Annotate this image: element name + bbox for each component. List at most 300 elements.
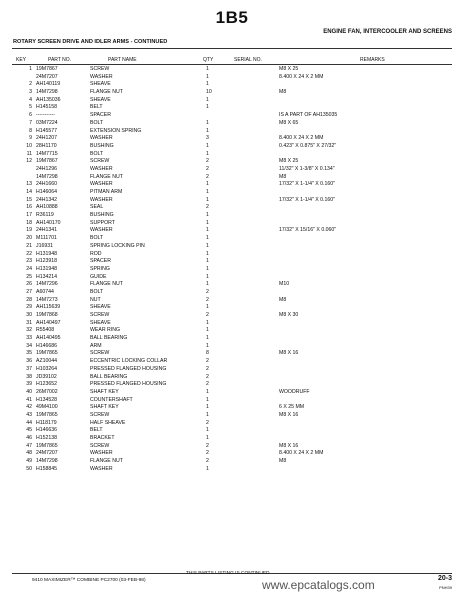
table-row: [0, 198, 464, 206]
remarks-cell: 0.423" X 0.875" X 27/32": [279, 142, 337, 149]
part-no-cell: 19M7865: [36, 442, 58, 449]
table-row: [0, 190, 464, 198]
key-cell: 5: [29, 104, 32, 111]
part-name-cell: WASHER: [90, 196, 113, 203]
part-name-cell: SUPPORT: [90, 219, 115, 226]
table-row: [0, 451, 464, 459]
key-cell: 45: [26, 427, 32, 434]
key-cell: 8: [29, 127, 32, 134]
part-name-cell: SHEAVE: [90, 304, 111, 311]
page-number: 20-3: [437, 575, 452, 582]
table-row: [0, 90, 464, 98]
part-name-cell: EXTENSION SPRING: [90, 127, 142, 134]
table-row: [0, 351, 464, 359]
part-no-cell: H158845: [36, 465, 58, 472]
remarks-cell: 17/32" X 1-1/4" X 0.160": [279, 181, 335, 188]
part-name-cell: BUSHING: [90, 212, 114, 219]
qty-cell: 2: [206, 204, 209, 211]
qty-cell: 1: [206, 411, 209, 418]
page-title: 1B5: [215, 8, 249, 27]
part-no-cell: H146686: [36, 342, 58, 349]
table-row: [0, 467, 464, 475]
table-row: [0, 82, 464, 90]
part-no-cell: 24H1660: [36, 181, 58, 188]
part-no-cell: H118179: [36, 419, 57, 426]
remarks-cell: 11/32" X 1-3/8" X 0.134": [279, 165, 335, 172]
key-cell: 10: [26, 142, 32, 149]
part-no-cell: 14M7298: [36, 173, 58, 180]
key-cell: 23: [26, 258, 32, 265]
part-no-cell: H134214: [36, 273, 58, 280]
qty-cell: 1: [206, 396, 209, 403]
part-no-cell: H152138: [36, 435, 58, 441]
part-no-cell: R55408: [36, 327, 55, 334]
part-no-cell: AZ10044: [36, 358, 58, 365]
table-row: [0, 382, 464, 390]
table-row: [0, 328, 464, 336]
qty-cell: 1: [206, 265, 209, 272]
key-cell: 48: [26, 450, 32, 457]
remarks-cell: 17/32" X 15/16" X 0.060": [279, 227, 337, 234]
part-name-cell: WASHER: [90, 181, 113, 188]
table-row: [0, 244, 464, 252]
table-row: [0, 182, 464, 190]
table-row: [0, 105, 464, 113]
part-name-cell: SPRING: [90, 265, 110, 272]
key-cell: 35: [26, 350, 32, 357]
part-name-cell: BOLT: [90, 288, 104, 295]
key-cell: 15: [26, 196, 32, 203]
part-name-cell: WEAR RING: [90, 327, 120, 334]
part-no-cell: JD39102: [36, 373, 57, 380]
part-no-cell: 19M7867: [36, 158, 58, 165]
part-no-cell: R36119: [36, 212, 54, 219]
qty-cell: 1: [206, 273, 209, 280]
key-cell: 16: [26, 204, 32, 211]
key-cell: 49: [26, 458, 32, 465]
qty-cell: 1: [206, 335, 209, 342]
key-cell: 2: [29, 81, 32, 88]
key-cell: 1: [29, 66, 32, 72]
part-no-cell: H131948: [36, 265, 58, 272]
key-cell: 14: [26, 189, 32, 195]
qty-cell: 2: [206, 442, 209, 449]
key-cell: 13: [26, 181, 32, 188]
table-row: [0, 298, 464, 306]
part-no-cell: M111701: [36, 235, 57, 242]
key-cell: 27: [26, 288, 32, 295]
section-title: ENGINE FAN, INTERCOOLER AND SCREENS: [323, 29, 452, 35]
key-cell: 29: [26, 304, 32, 311]
remarks-cell: M10: [279, 281, 290, 288]
part-name-cell: BALL BEARING: [90, 335, 128, 342]
table-row: [0, 152, 464, 160]
table-row: [0, 421, 464, 429]
part-name-cell: WASHER: [90, 135, 113, 142]
table-row: [0, 290, 464, 298]
part-name-cell: BOLT: [90, 119, 104, 126]
remarks-cell: 17/32" X 1-1/4" X 0.160": [279, 196, 335, 203]
qty-cell: 2: [206, 173, 209, 180]
remarks-cell: 8.400 X 24 X 2 MM: [279, 450, 324, 457]
qty-cell: 1: [206, 319, 209, 326]
table-row: [0, 213, 464, 221]
table-row: [0, 98, 464, 106]
part-no-cell: AH115639: [36, 304, 61, 311]
part-name-cell: SHAFT KEY: [90, 404, 119, 411]
part-no-cell: 28H1170: [36, 142, 57, 149]
footer-model-info: 9410 MAXIMIZER™ COMBINE PC2700 (03-FEB-98): [32, 578, 146, 583]
table-row: [0, 67, 464, 75]
part-name-cell: HALF SHEAVE: [90, 419, 126, 426]
part-name-cell: SPACER: [90, 258, 111, 265]
key-cell: 20: [26, 235, 32, 242]
qty-cell: 1: [206, 142, 209, 149]
key-cell: 47: [26, 442, 32, 449]
table-row: [0, 428, 464, 436]
part-name-cell: WASHER: [90, 227, 113, 234]
key-cell: 9: [29, 135, 32, 142]
qty-cell: 1: [206, 96, 209, 103]
part-name-cell: ARM: [90, 342, 102, 349]
remarks-cell: IS A PART OF AH135035: [279, 112, 338, 119]
part-name-cell: SCREW: [90, 411, 110, 418]
table-row: [0, 336, 464, 344]
part-name-cell: SCREW: [90, 442, 110, 449]
header-divider: [12, 48, 452, 49]
table-row: [0, 375, 464, 383]
qty-cell: 2: [206, 358, 209, 365]
part-no-cell: H145158: [36, 104, 58, 111]
key-cell: 38: [26, 373, 32, 380]
table-row: [0, 205, 464, 213]
table-row: [0, 175, 464, 183]
key-cell: 43: [26, 411, 32, 418]
part-no-cell: 19M7868: [36, 312, 58, 318]
qty-cell: 1: [206, 196, 209, 203]
key-cell: 32: [26, 327, 32, 334]
part-name-cell: BOLT: [90, 150, 104, 157]
column-header-remarks: REMARKS: [360, 57, 385, 63]
part-name-cell: BUSHING: [90, 142, 114, 149]
key-cell: 34: [26, 342, 32, 349]
qty-cell: 1: [206, 327, 209, 334]
part-no-cell: 24M7207: [36, 450, 58, 457]
part-no-cell: 26M7002: [36, 388, 58, 395]
key-cell: 36: [26, 358, 32, 365]
key-cell: 42: [26, 404, 32, 411]
qty-cell: 1: [206, 250, 209, 257]
part-no-cell: 24H1207: [36, 135, 58, 142]
part-name-cell: COUNTERSHAFT: [90, 396, 133, 403]
part-no-cell: 03M7224: [36, 119, 58, 126]
subheading: ROTARY SCREEN DRIVE AND IDLER ARMS - CONTINUED: [13, 39, 168, 45]
qty-cell: 1: [206, 435, 209, 441]
qty-cell: 1: [206, 181, 209, 188]
table-row: [0, 167, 464, 175]
part-name-cell: SPACER: [90, 112, 111, 119]
remarks-cell: M8 X 25: [279, 66, 299, 72]
remarks-cell: M8: [279, 173, 287, 180]
part-name-cell: ECCENTRIC LOCKING COLLAR: [90, 358, 168, 365]
remarks-cell: WOODRUFF: [279, 388, 310, 395]
part-no-cell: AH10888: [36, 204, 58, 211]
part-no-cell: 14M7298: [36, 89, 58, 96]
key-cell: 6: [29, 112, 32, 119]
qty-cell: 1: [206, 81, 209, 88]
key-cell: 46: [26, 435, 32, 441]
part-no-cell: A60744: [36, 288, 54, 295]
part-no-cell: H145577: [36, 127, 58, 134]
qty-cell: 1: [206, 388, 209, 395]
qty-cell: 2: [206, 158, 209, 165]
part-name-cell: SPRING LOCKING PIN: [90, 242, 145, 249]
remarks-cell: M8 X 16: [279, 411, 299, 418]
table-row: [0, 75, 464, 83]
part-no-cell: H123918: [36, 258, 58, 265]
table-row: [0, 259, 464, 267]
table-row: [0, 436, 464, 444]
part-no-cell: AH140119: [36, 81, 61, 88]
part-name-cell: FLANGE NUT: [90, 281, 123, 288]
key-cell: 21: [26, 242, 32, 249]
key-cell: 44: [26, 419, 32, 426]
qty-cell: 1: [206, 212, 209, 219]
table-row: [0, 390, 464, 398]
part-no-cell: J16931: [36, 242, 54, 249]
key-cell: 37: [26, 365, 32, 372]
key-cell: 30: [26, 312, 32, 318]
qty-cell: 1: [206, 404, 209, 411]
table-row: [0, 267, 464, 275]
part-no-cell: H123652: [36, 381, 58, 388]
qty-cell: 1: [206, 66, 209, 72]
key-cell: 11: [26, 150, 32, 157]
part-name-cell: WASHER: [90, 450, 113, 457]
table-row: [0, 367, 464, 375]
remarks-cell: M8: [279, 89, 287, 96]
part-name-cell: BALL BEARING: [90, 373, 128, 380]
column-header-serial-no: SERIAL NO.: [234, 57, 262, 63]
qty-cell: 2: [206, 165, 209, 172]
key-cell: 39: [26, 381, 32, 388]
table-row: [0, 444, 464, 452]
table-row: [0, 136, 464, 144]
qty-cell: 2: [206, 450, 209, 457]
part-no-cell: 19M7865: [36, 350, 58, 357]
table-row: [0, 159, 464, 167]
qty-cell: 2: [206, 312, 209, 318]
key-cell: 7: [29, 119, 32, 126]
qty-cell: 2: [206, 365, 209, 372]
part-no-cell: 14M7298: [36, 458, 58, 465]
remarks-cell: M8 X 30: [279, 312, 299, 318]
table-row: [0, 313, 464, 321]
column-header-part-no: PART NO.: [48, 57, 72, 63]
qty-cell: 1: [206, 119, 209, 126]
part-no-cell: 49M4100: [36, 404, 58, 411]
watermark: www.epcatalogs.com: [262, 578, 375, 592]
table-row: [0, 413, 464, 421]
qty-cell: 8: [206, 350, 209, 357]
qty-cell: 1: [206, 465, 209, 472]
qty-cell: 2: [206, 419, 209, 426]
remarks-cell: 8.400 X 24 X 2 MM: [279, 135, 324, 142]
part-no-cell: 24H1341: [36, 227, 58, 234]
remarks-cell: M8 X 16: [279, 442, 299, 449]
qty-cell: 2: [206, 373, 209, 380]
key-cell: 18: [26, 219, 32, 226]
qty-cell: 1: [206, 235, 209, 242]
key-cell: 33: [26, 335, 32, 342]
qty-cell: 1: [206, 227, 209, 234]
qty-cell: 1: [206, 73, 209, 80]
part-name-cell: SHEAVE: [90, 319, 111, 326]
part-name-cell: WASHER: [90, 165, 113, 172]
part-no-cell: -----------: [36, 112, 56, 119]
table-row: [0, 282, 464, 290]
continued-notice: THIS PARTS LISTING IS CONTINUED: [186, 571, 270, 576]
part-no-cell: 14M7273: [36, 296, 58, 303]
key-cell: 24: [26, 265, 32, 272]
qty-cell: 10: [206, 89, 212, 96]
part-name-cell: PRESSED FLANGED HOUSING: [90, 381, 167, 388]
remarks-cell: M8: [279, 458, 287, 465]
qty-cell: 1: [206, 104, 209, 111]
part-no-cell: 19M7865: [36, 411, 58, 418]
qty-cell: 1: [206, 189, 209, 195]
part-name-cell: SHEAVE: [90, 96, 111, 103]
part-name-cell: BELT: [90, 427, 103, 434]
qty-cell: 1: [206, 242, 209, 249]
part-no-cell: 14M7715: [36, 150, 58, 157]
part-name-cell: SHEAVE: [90, 81, 111, 88]
part-name-cell: PRESSED FLANGED HOUSING: [90, 365, 167, 372]
part-no-cell: H103264: [36, 365, 58, 372]
qty-cell: 1: [206, 219, 209, 226]
qty-cell: 1: [206, 342, 209, 349]
part-name-cell: BELT: [90, 104, 103, 111]
part-name-cell: FLANGE NUT: [90, 458, 123, 465]
table-row: [0, 344, 464, 352]
part-no-cell: AH140170: [36, 219, 61, 226]
key-cell: 41: [26, 396, 32, 403]
part-no-cell: AH140495: [36, 335, 61, 342]
remarks-cell: 6 X 25 MM: [279, 404, 305, 411]
table-row: [0, 459, 464, 467]
table-row: [0, 228, 464, 236]
qty-cell: 2: [206, 381, 209, 388]
part-name-cell: BRACKET: [90, 435, 115, 441]
key-cell: 40: [26, 388, 32, 395]
remarks-cell: M8: [279, 296, 287, 303]
table-row: [0, 129, 464, 137]
part-name-cell: FLANGE NUT: [90, 173, 123, 180]
table-row: [0, 275, 464, 283]
page-code: PNH39: [439, 585, 452, 590]
table-row: [0, 252, 464, 260]
part-no-cell: 24H1296: [36, 165, 58, 172]
qty-cell: 2: [206, 288, 209, 295]
remarks-cell: M8 X 65: [279, 119, 299, 126]
parts-table: [0, 67, 464, 474]
part-name-cell: NUT: [90, 296, 101, 303]
qty-cell: 1: [206, 150, 209, 157]
part-no-cell: AH140497: [36, 319, 61, 326]
part-name-cell: SCREW: [90, 312, 110, 318]
part-name-cell: WASHER: [90, 465, 113, 472]
part-name-cell: FLANGE NUT: [90, 89, 123, 96]
part-name-cell: SCREW: [90, 350, 110, 357]
part-name-cell: WASHER: [90, 73, 113, 80]
key-cell: 3: [29, 89, 32, 96]
key-cell: 17: [26, 212, 32, 219]
key-cell: 22: [26, 250, 32, 257]
part-no-cell: H146064: [36, 189, 58, 195]
remarks-cell: M8 X 16: [279, 350, 299, 357]
key-cell: 19: [26, 227, 32, 234]
part-no-cell: 24M7207: [36, 73, 58, 80]
qty-cell: 1: [206, 427, 209, 434]
qty-cell: 1: [206, 127, 209, 134]
column-header-qty: QTY: [203, 57, 214, 63]
table-row: [0, 113, 464, 121]
table-row: [0, 405, 464, 413]
column-header-key: KEY: [16, 57, 27, 63]
table-row: [0, 121, 464, 129]
table-row: [0, 359, 464, 367]
part-name-cell: SCREW: [90, 158, 110, 165]
column-header-divider: [12, 64, 452, 65]
table-row: [0, 305, 464, 313]
part-name-cell: BOLT: [90, 235, 104, 242]
part-no-cell: AH135036: [36, 96, 61, 103]
key-cell: 28: [26, 296, 32, 303]
qty-cell: 1: [206, 258, 209, 265]
qty-cell: 1: [206, 281, 209, 288]
table-row: [0, 144, 464, 152]
key-cell: 26: [26, 281, 32, 288]
part-no-cell: H131948: [36, 250, 58, 257]
key-cell: 50: [26, 465, 32, 472]
key-cell: 31: [26, 319, 32, 326]
part-name-cell: ROD: [90, 250, 102, 257]
table-row: [0, 236, 464, 244]
key-cell: 12: [26, 158, 32, 165]
part-no-cell: H146636: [36, 427, 58, 434]
remarks-cell: 8.400 X 24 X 2 MM: [279, 73, 324, 80]
part-name-cell: SEAL: [90, 204, 104, 211]
qty-cell: 3: [206, 135, 209, 142]
key-cell: 4: [29, 96, 32, 103]
qty-cell: 1: [206, 304, 209, 311]
part-name-cell: SCREW: [90, 66, 110, 72]
part-no-cell: 14M7296: [36, 281, 58, 288]
table-row: [0, 398, 464, 406]
part-name-cell: SHAFT KEY: [90, 388, 119, 395]
part-name-cell: PITMAN ARM: [90, 189, 123, 195]
qty-cell: 2: [206, 296, 209, 303]
part-no-cell: H134528: [36, 396, 58, 403]
key-cell: 25: [26, 273, 32, 280]
part-no-cell: 19M7867: [36, 66, 58, 72]
table-row: [0, 221, 464, 229]
remarks-cell: M8 X 25: [279, 158, 299, 165]
column-header-part-name: PART NAME: [108, 57, 137, 63]
qty-cell: 2: [206, 458, 209, 465]
part-name-cell: GUIDE: [90, 273, 107, 280]
part-no-cell: 24H1342: [36, 196, 58, 203]
